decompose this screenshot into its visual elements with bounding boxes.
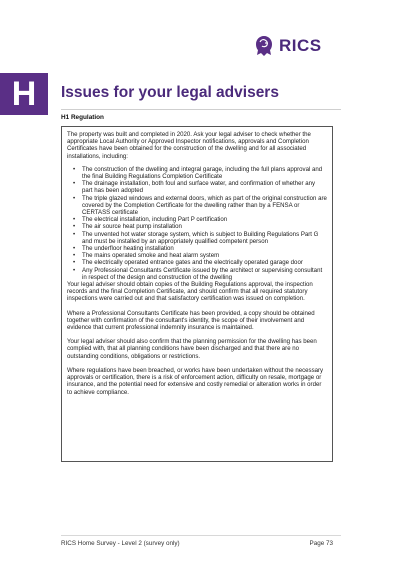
- list-item: • The mains operated smoke and heat alarm system: [73, 252, 327, 259]
- footer-survey-title: RICS Home Survey - Level 2 (survey only): [61, 540, 180, 547]
- section-letter-badge: H: [0, 73, 48, 115]
- title-divider: [61, 109, 341, 110]
- installation-list: [67, 166, 327, 281]
- lion-icon: [253, 34, 275, 58]
- list-item: • The drainage installation, both foul and surface water, and confirmation of whether any part has been adopted: [73, 180, 327, 194]
- list-item: • The air source heat pump installation: [73, 223, 327, 230]
- regulation-text-box: [61, 126, 333, 462]
- rics-logo: [253, 34, 353, 58]
- section-title: Issues for your legal advisers: [61, 84, 279, 101]
- paragraph-breaches: Where regulations have been breached, or works have been undertaken without the necessary approvals or certification, there is a risk of enforcement action, difficulty on resale, mortgage or insurance, and the potential need for extensive and costly remedial or alteration works in order to achieve compliance.: [67, 366, 324, 396]
- paragraph-consultants: Where a Professional Consultants Certificate has been provided, a copy should be obtained together with confirmation of the consultant's identity, the scope of their involvement and evidence that current professional indemnity insurance is maintained.: [67, 309, 315, 332]
- list-item: • The triple glazed windows and external doors, which as part of the original construction are covered by the Completion Certificate for the dwelling rather than by a FENSA or CERTASS certificate: [73, 195, 327, 217]
- list-item: • The unvented hot water storage system, which is subject to Building Regulations Part G and must be installed by an appropriately qualified competent person: [73, 231, 327, 245]
- logo-text: RICS: [279, 36, 322, 55]
- list-item: • Any Professional Consultants Certificate issued by the architect or supervising consultant in respect of the design and construction of the dwelling: [73, 267, 327, 281]
- list-item: • The electrical installation, including Part P certification: [73, 216, 327, 223]
- paragraph-planning: Your legal adviser should also confirm that the planning permission for the dwelling has been complied with, that all planning conditions have been discharged and that there are no outstanding conditions, obligations or restrictions.: [67, 338, 317, 360]
- list-item: • The construction of the dwelling and integral garage, including the full plans approval and the final Building Regulations Completion Certificate: [73, 166, 327, 180]
- list-item: • The underfloor heating installation: [73, 245, 327, 252]
- subsection-heading: H1 Regulation: [61, 114, 104, 121]
- list-item: • The electrically operated entrance gates and the electrically operated garage door: [73, 259, 327, 266]
- paragraph-certificates: Your legal adviser should obtain copies of the Building Regulations approval, the inspection records and the final Completion Certificate, and should confirm that all required statutory inspections were carried out and that satisfactory certification was issued on completion.: [67, 281, 313, 303]
- footer-divider: [61, 535, 341, 536]
- page-number: Page 73: [309, 540, 333, 547]
- intro-paragraph: The property was built and completed in 2020. Ask your legal adviser to check whether the appropriate Local Authority or Approved Inspector notifications, approvals and Completion Certificates have been obtained for the construction of the dwelling and for all associated installations, including:: [67, 131, 311, 160]
